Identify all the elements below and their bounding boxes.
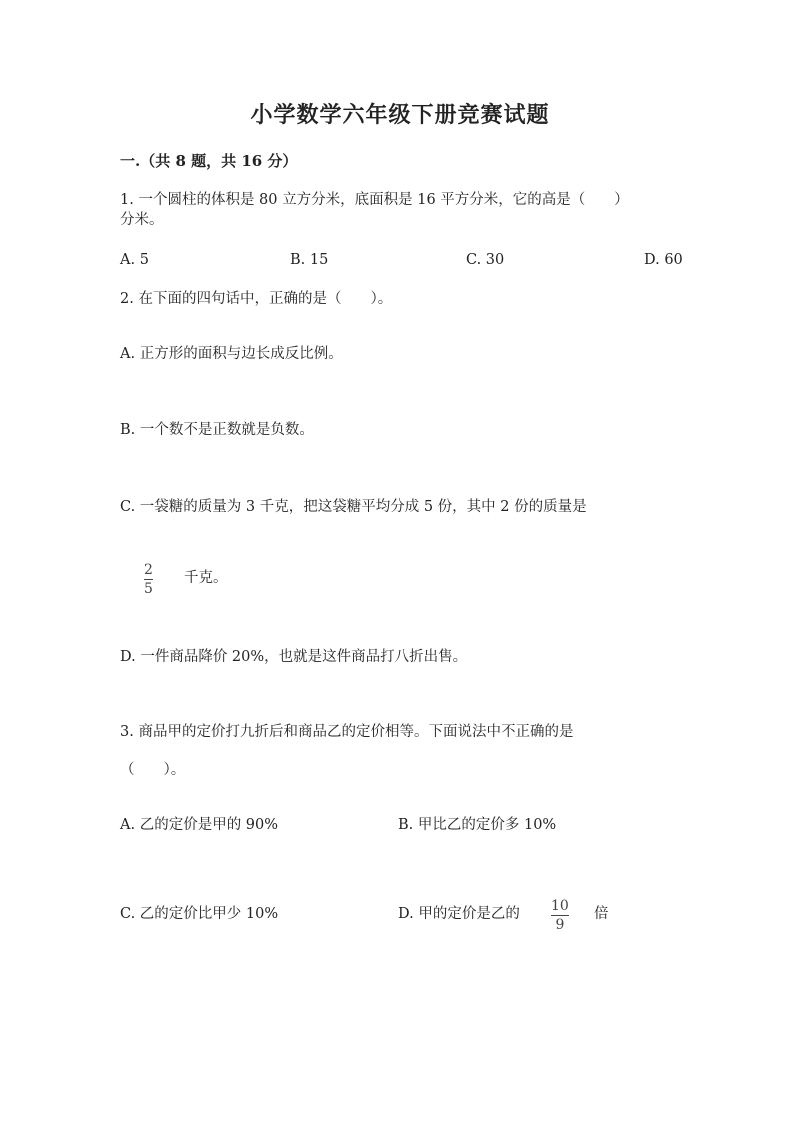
q3-option-b: B. 甲比乙的定价多 10% <box>398 817 557 833</box>
q3-option-a: A. 乙的定价是甲的 90% <box>120 817 279 833</box>
q1-option-b: B. 15 <box>290 252 329 268</box>
fraction-numerator: 2 <box>144 562 153 578</box>
fraction-bar <box>144 579 153 580</box>
q2-option-d: D. 一件商品降价 20%，也就是这件商品打八折出售。 <box>120 649 468 665</box>
q2-option-c-fraction <box>144 562 153 597</box>
q2-option-a: A. 正方形的面积与边长成反比例。 <box>120 346 343 362</box>
q1-stem-line1: 1. 一个圆柱的体积是 80 立方分米，底面积是 16 平方分米，它的高是（ ） <box>120 192 629 208</box>
page-title: 小学数学六年级下册竞赛试题 <box>250 102 550 128</box>
q3-stem-line1: 3. 商品甲的定价打九折后和商品乙的定价相等。下面说法中不正确的是 <box>120 724 574 740</box>
q1-option-c: C. 30 <box>466 252 505 268</box>
q2-option-b: B. 一个数不是正数就是负数。 <box>120 422 314 438</box>
section-heading: 一.（共 8 题，共 16 分） <box>120 152 298 170</box>
q3-option-c: C. 乙的定价比甲少 10% <box>120 906 279 922</box>
fraction-bar <box>551 915 569 916</box>
q2-stem: 2. 在下面的四句话中，正确的是（ ）。 <box>120 291 393 307</box>
fraction-denominator: 9 <box>555 917 565 933</box>
q2-option-c-tail: 千克。 <box>184 570 228 586</box>
fraction-numerator: 10 <box>551 898 569 914</box>
q3-option-d-fraction <box>551 898 569 933</box>
q1-option-a: A. 5 <box>120 252 149 268</box>
q1-stem-line2: 分米。 <box>120 212 164 228</box>
q1-option-d: D. 60 <box>644 252 683 268</box>
q3-option-d-suffix: 倍 <box>594 906 609 922</box>
q3-stem-line2: （ ）。 <box>120 762 186 778</box>
q3-option-d-prefix: D. 甲的定价是乙的 <box>398 906 520 922</box>
q2-option-c: C. 一袋糖的质量为 3 千克，把这袋糖平均分成 5 份，其中 2 份的质量是 <box>120 499 587 515</box>
fraction-denominator: 5 <box>144 581 153 597</box>
